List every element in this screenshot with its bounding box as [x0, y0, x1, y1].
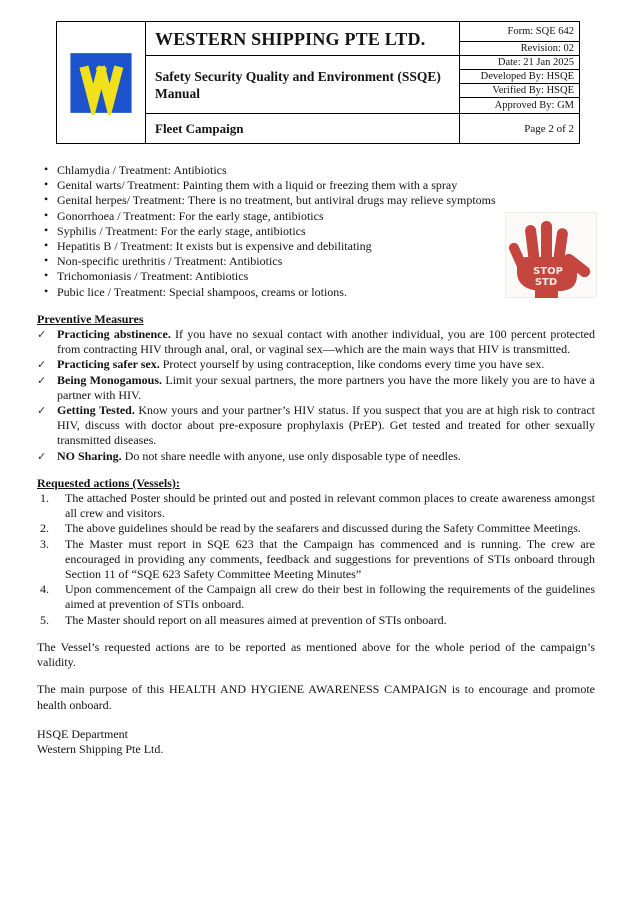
meta-revision: Revision: 02 [460, 42, 580, 56]
list-item-text: Non-specific urethritis / Treatment: Antibiotics [57, 254, 283, 269]
bullet-icon: • [44, 253, 49, 268]
list-item [37, 327, 595, 357]
item-text: The Master must report in SQE 623 that the Campaign has commenced and is running. The crew are encouraged in providing any comments, feedback and suggestions for preventions of STIs onboard through Section 11 of “SQE 623 Safety Committee Meeting Minutes” [65, 536, 595, 582]
preventive-measures-heading: Preventive Measures [37, 311, 144, 326]
bullet-icon: • [44, 222, 49, 237]
check-icon: ✓ [37, 373, 47, 387]
list-item-text: Hepatitis B / Treatment: It exists but is expensive and debilitating [57, 239, 372, 254]
list-item [37, 285, 595, 300]
list-item-text: Pubic lice / Treatment: Special shampoos, creams or lotions. [57, 284, 347, 299]
list-item-text: Chlamydia / Treatment: Antibiotics [57, 163, 227, 177]
requested-actions-list [37, 491, 595, 628]
item-lead: Practicing safer sex. [57, 357, 160, 372]
list-item [37, 491, 595, 521]
list-item-text: Trichomoniasis / Treatment: Antibiotics [57, 269, 249, 284]
check-icon: ✓ [37, 449, 47, 463]
list-item [37, 537, 595, 583]
purpose-paragraph: The main purpose of this HEALTH AND HYGIENE AWARENESS CAMPAIGN is to encourage and promote health onboard. [37, 682, 595, 712]
signoff-department: HSQE Department [37, 726, 128, 741]
check-icon: ✓ [37, 358, 47, 372]
signoff-company: Western Shipping Pte Ltd. [37, 741, 164, 756]
list-item [37, 224, 595, 239]
manual-title: Safety Security Quality and Environment (SSQE) Manual [155, 68, 441, 101]
item-text: Know yours and your partner’s HIV status. If you suspect that you are at high risk to contract HIV, discuss with doctor about pre-exposure prophylaxis (PrEP). Get tested and treated for other sexually transmitted diseases. [57, 403, 596, 448]
list-item [37, 269, 595, 284]
item-number: 5. [40, 612, 49, 627]
list-item [37, 163, 595, 178]
item-number: 2. [40, 521, 49, 536]
bullet-icon: • [44, 192, 49, 207]
item-number: 4. [40, 582, 49, 597]
item-text: The above guidelines should be read by the seafarers and discussed during the Safety Committee Meetings. [65, 521, 581, 536]
item-text: The Master should report on all measures aimed at prevention of STIs onboard. [65, 612, 447, 627]
list-item [37, 521, 595, 536]
meta-date: Date: 21 Jan 2025 [460, 56, 580, 70]
std-treatment-list [37, 163, 595, 300]
check-icon: ✓ [37, 328, 47, 342]
item-text: If you have no sexual contact with another individual, you are 100 percent protected from contracting HIV through anal, oral, or vaginal sex—which are the main ways that HIV is transmitted. [57, 327, 595, 357]
svg-text:STOP: STOP [533, 266, 563, 277]
item-text: Upon commencement of the Campaign all crew do their best in following the requirements of the guidelines aimed at prevention of STIs onboard. [65, 582, 595, 612]
item-text: Do not share needle with anyone, use only disposable type of needles. [124, 448, 461, 463]
list-item [37, 582, 595, 612]
list-item [37, 613, 595, 628]
logo-cell [57, 22, 146, 144]
company-name: WESTERN SHIPPING PTE LTD. [155, 28, 426, 49]
svg-text:STD: STD [534, 277, 558, 288]
list-item [37, 239, 595, 254]
item-lead: Practicing abstinence. [57, 327, 171, 342]
requested-actions-heading: Requested actions (Vessels): [37, 475, 180, 490]
item-lead: Getting Tested. [57, 403, 135, 418]
item-number: 3. [40, 536, 49, 551]
list-item [37, 209, 595, 224]
meta-form: Form: SQE 642 [460, 22, 580, 42]
page-number: Page 2 of 2 [460, 114, 580, 144]
item-number: 1. [40, 491, 49, 506]
list-item [37, 449, 595, 464]
list-item [37, 403, 595, 449]
list-item [37, 373, 595, 403]
bullet-icon: • [44, 177, 49, 192]
bullet-icon: • [44, 268, 49, 283]
list-item [37, 193, 595, 208]
item-text: The attached Poster should be printed out and posted in relevant common places to create awareness amongst all crew and visitors. [65, 491, 595, 521]
bullet-icon: • [44, 283, 49, 298]
list-item [37, 254, 595, 269]
list-item [37, 178, 595, 193]
meta-developed-by: Developed By: HSQE [460, 70, 580, 84]
bullet-icon: • [44, 162, 49, 176]
signoff-block [37, 727, 595, 757]
item-lead: Being Monogamous. [57, 372, 163, 387]
meta-verified-by: Verified By: HSQE [460, 84, 580, 98]
bullet-icon: • [44, 207, 49, 222]
document-body [37, 163, 595, 757]
list-item-text: Genital warts/ Treatment: Painting them with a liquid or freezing them with a spray [57, 178, 458, 193]
preventive-measures-list [37, 327, 595, 464]
item-lead: NO Sharing. [57, 448, 122, 463]
check-icon: ✓ [37, 404, 47, 418]
list-item-text: Syphilis / Treatment: For the early stage, antibiotics [57, 223, 306, 238]
list-item-text: Gonorrhoea / Treatment: For the early stage, antibiotics [57, 208, 324, 223]
item-text: Protect yourself by using contraception, like condoms every time you have sex. [162, 357, 545, 372]
list-item-text: Genital herpes/ Treatment: There is no treatment, but antiviral drugs may relieve symptoms [57, 193, 496, 208]
list-item [37, 357, 595, 372]
bullet-icon: • [44, 238, 49, 253]
meta-approved-by: Approved By: GM [460, 98, 580, 114]
company-logo-icon [68, 51, 134, 115]
header-table [56, 21, 580, 144]
item-text: Limit your sexual partners, the more partners you have the more likely you are to have a partner with HIV. [57, 372, 595, 402]
section-title: Fleet Campaign [155, 120, 244, 136]
closing-paragraph: The Vessel’s requested actions are to be reported as mentioned above for the whole period of the campaign’s validity. [37, 639, 595, 670]
